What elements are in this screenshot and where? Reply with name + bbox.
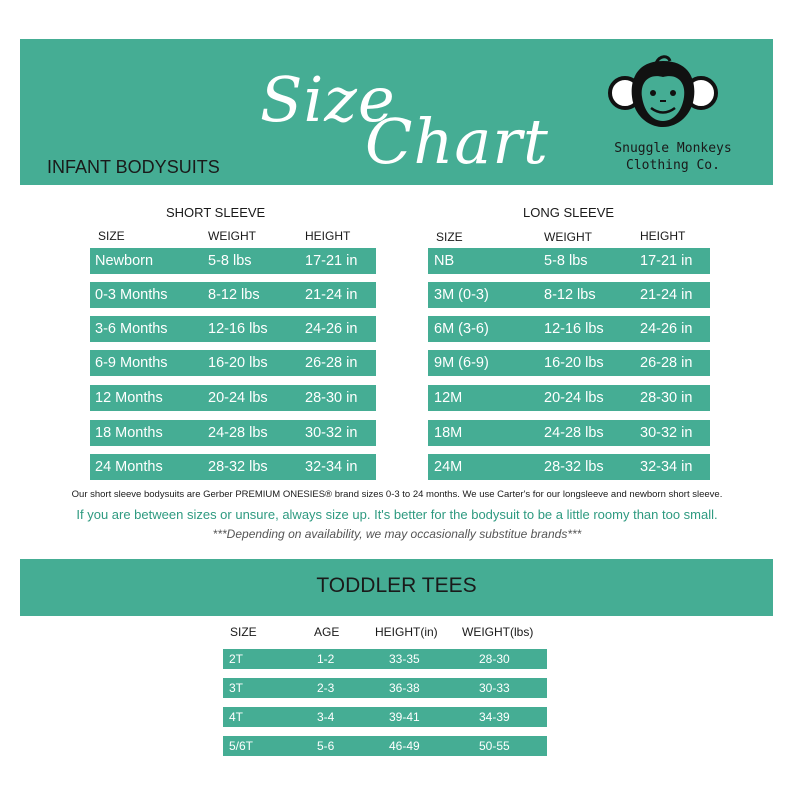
toddler-header-age: AGE xyxy=(314,625,340,639)
weight-cell: 12-16 lbs xyxy=(544,321,604,337)
title-chart: Chart xyxy=(365,105,549,178)
availability-note: ***Depending on availability, we may occasionally substitue brands*** xyxy=(212,527,582,541)
weight-cell: 8-12 lbs xyxy=(208,287,260,303)
table-row xyxy=(90,316,376,342)
long-sleeve-title: LONG SLEEVE xyxy=(523,205,615,220)
age-cell: 5-6 xyxy=(317,739,335,753)
table-row xyxy=(90,248,376,274)
toddler-title: TODDLER TEES xyxy=(316,574,477,597)
weight-cell: 5-8 lbs xyxy=(544,253,588,269)
short-sleeve-header-size: SIZE xyxy=(98,229,125,243)
weight-cell: 16-20 lbs xyxy=(208,355,268,371)
height-cell: 28-30 in xyxy=(305,390,358,406)
table-row xyxy=(428,350,710,376)
age-cell: 3-4 xyxy=(317,710,335,724)
weight-cell: 8-12 lbs xyxy=(544,287,596,303)
size-cell: 24 Months xyxy=(95,459,163,475)
height-cell: 32-34 in xyxy=(640,459,693,475)
size-cell: 3-6 Months xyxy=(95,321,168,337)
brand-line1: Snuggle Monkeys xyxy=(614,141,732,156)
table-row xyxy=(428,282,710,308)
monkey-face-icon xyxy=(608,53,718,133)
size-cell: 18 Months xyxy=(95,425,163,441)
short-sleeve-title: SHORT SLEEVE xyxy=(166,205,266,220)
brand-note: Our short sleeve bodysuits are Gerber PREMIUM ONESIES® brand sizes 0-3 to 24 months. We use Carter's for our longsleeve and newborn short sleeve. xyxy=(71,489,723,500)
table-row xyxy=(428,454,710,480)
size-cell: 6-9 Months xyxy=(95,355,168,371)
brand-name xyxy=(580,140,766,174)
table-row xyxy=(428,385,710,411)
size-cell: 2T xyxy=(229,652,244,666)
brand-line2: Clothing Co. xyxy=(626,158,720,173)
toddler-banner xyxy=(20,559,773,616)
size-cell: Newborn xyxy=(95,253,154,269)
height-cell: 30-32 in xyxy=(305,425,358,441)
size-cell: 0-3 Months xyxy=(95,287,168,303)
size-cell: 12M xyxy=(434,390,463,406)
table-row xyxy=(90,420,376,446)
height-cell: 30-32 in xyxy=(640,425,693,441)
long-sleeve-header-height: HEIGHT xyxy=(640,229,686,243)
weight-cell: 24-28 lbs xyxy=(544,425,604,441)
height-cell: 32-34 in xyxy=(305,459,358,475)
weight-cell: 20-24 lbs xyxy=(208,390,268,406)
table-row xyxy=(428,316,710,342)
size-cell: 3T xyxy=(229,681,244,695)
table-row xyxy=(223,707,547,727)
sizing-tip: If you are between sizes or unsure, always size up. It's better for the bodysuit to be a little roomy than too small. xyxy=(76,507,718,522)
weight-cell: 30-33 xyxy=(479,681,510,695)
weight-cell: 28-30 xyxy=(479,652,510,666)
weight-cell: 16-20 lbs xyxy=(544,355,604,371)
weight-cell: 20-24 lbs xyxy=(544,390,604,406)
table-row xyxy=(90,454,376,480)
size-cell: 18M xyxy=(434,425,463,441)
long-sleeve-header-weight: WEIGHT xyxy=(544,230,592,244)
weight-cell: 12-16 lbs xyxy=(208,321,268,337)
size-cell: 9M (6-9) xyxy=(434,355,489,371)
age-cell: 2-3 xyxy=(317,681,335,695)
table-row xyxy=(90,350,376,376)
height-cell: 26-28 in xyxy=(305,355,358,371)
table-row xyxy=(223,678,547,698)
title-size: Size xyxy=(260,63,396,136)
long-sleeve-header-size: SIZE xyxy=(436,230,463,244)
table-row xyxy=(223,736,547,756)
size-cell: 6M (3-6) xyxy=(434,321,489,337)
subtitle-infant-bodysuits: INFANT BODYSUITS xyxy=(47,157,220,177)
weight-cell: 34-39 xyxy=(479,710,510,724)
table-row xyxy=(428,420,710,446)
height-cell: 17-21 in xyxy=(305,253,358,269)
table-row xyxy=(223,649,547,669)
weight-cell: 50-55 xyxy=(479,739,510,753)
height-cell: 33-35 xyxy=(389,652,420,666)
toddler-header-height: HEIGHT(in) xyxy=(375,625,438,639)
table-row xyxy=(90,282,376,308)
height-cell: 24-26 in xyxy=(305,321,358,337)
size-cell: 3M (0-3) xyxy=(434,287,489,303)
table-row xyxy=(90,385,376,411)
header-banner xyxy=(20,39,773,185)
short-sleeve-header-height: HEIGHT xyxy=(305,229,351,243)
height-cell: 28-30 in xyxy=(640,390,693,406)
toddler-header-weight: WEIGHT(lbs) xyxy=(462,625,534,639)
height-cell: 24-26 in xyxy=(640,321,693,337)
table-row xyxy=(428,248,710,274)
height-cell: 17-21 in xyxy=(640,253,693,269)
height-cell: 46-49 xyxy=(389,739,420,753)
weight-cell: 28-32 lbs xyxy=(208,459,268,475)
age-cell: 1-2 xyxy=(317,652,335,666)
size-cell: 4T xyxy=(229,710,244,724)
height-cell: 39-41 xyxy=(389,710,420,724)
height-cell: 26-28 in xyxy=(640,355,693,371)
short-sleeve-header-weight: WEIGHT xyxy=(208,229,256,243)
size-cell: 5/6T xyxy=(229,739,254,753)
size-cell: 24M xyxy=(434,459,463,475)
height-cell: 36-38 xyxy=(389,681,420,695)
weight-cell: 5-8 lbs xyxy=(208,253,252,269)
height-cell: 21-24 in xyxy=(640,287,693,303)
height-cell: 21-24 in xyxy=(305,287,358,303)
weight-cell: 28-32 lbs xyxy=(544,459,604,475)
size-cell: NB xyxy=(434,253,455,269)
size-cell: 12 Months xyxy=(95,390,163,406)
toddler-header-size: SIZE xyxy=(230,625,257,639)
weight-cell: 24-28 lbs xyxy=(208,425,268,441)
